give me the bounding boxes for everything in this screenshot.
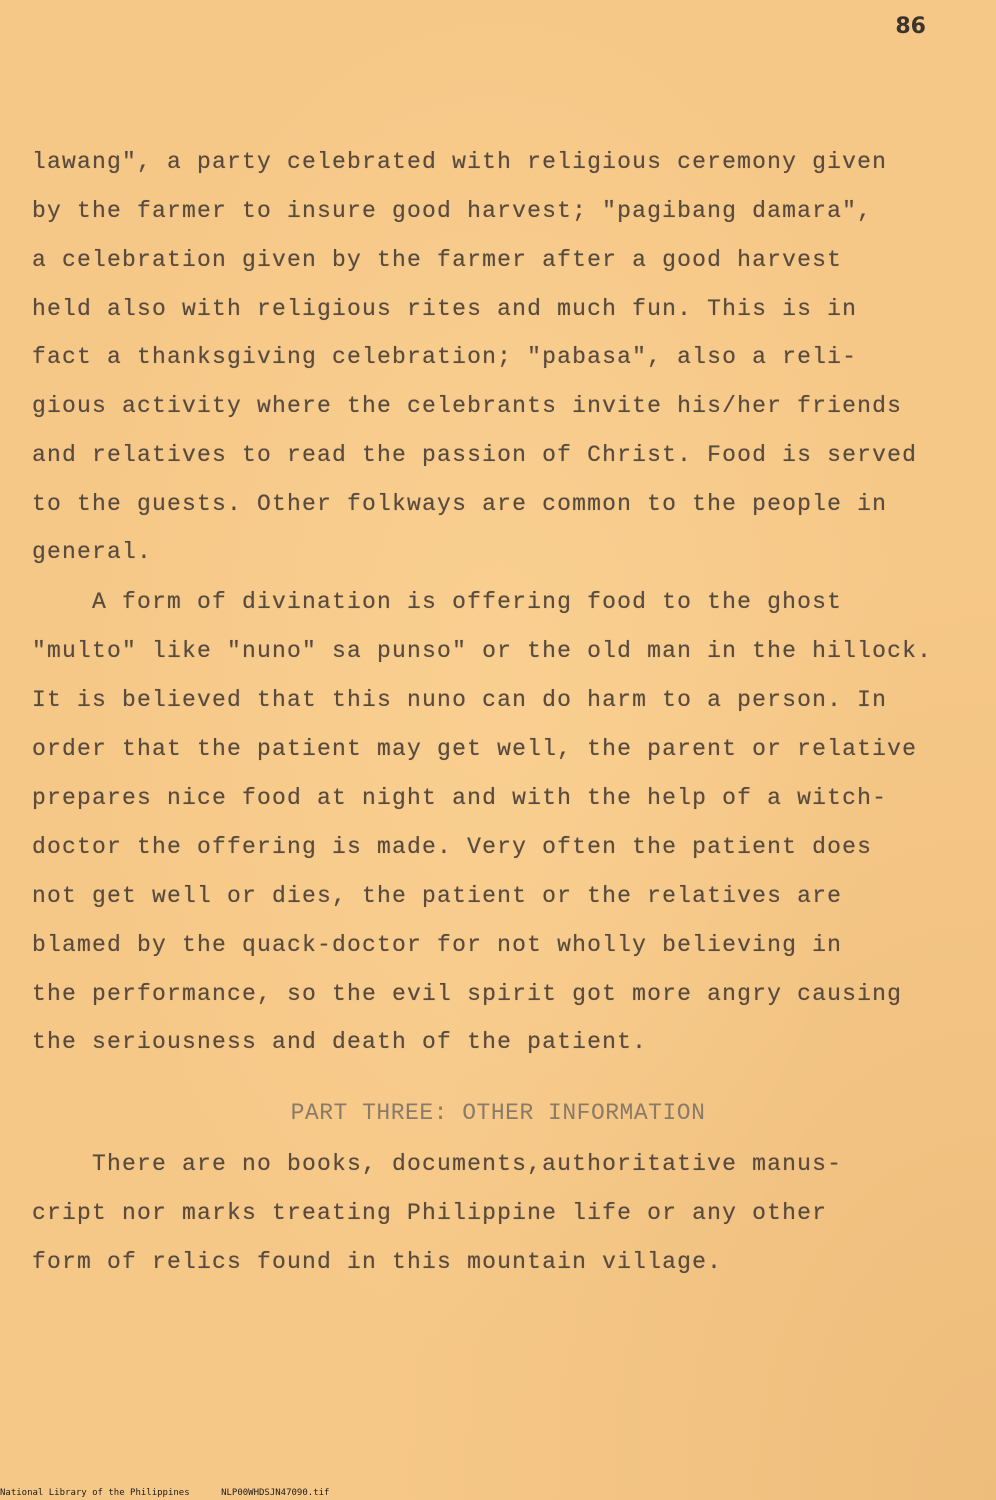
text-line: held also with religious rites and much fun. This is in: [32, 296, 858, 322]
footer-library: National Library of the Philippines: [0, 1488, 190, 1498]
text-line: the seriousness and death of the patient.: [32, 1029, 648, 1055]
text-line: It is believed that this nuno can do harm to a person. In: [32, 687, 888, 713]
text-line: A form of divination is offering food to the ghost: [32, 589, 843, 615]
text-line: blamed by the quack-doctor for not wholly believing in: [32, 932, 843, 958]
text-line: not get well or dies, the patient or the relatives are: [32, 883, 843, 909]
text-line: and relatives to read the passion of Christ. Food is served: [32, 442, 918, 468]
text-line: general.: [32, 539, 153, 565]
text-line: cript nor marks treating Philippine life or any other: [32, 1200, 828, 1226]
text-line: gious activity where the celebrants invite his/her friends: [32, 393, 903, 419]
text-line: order that the patient may get well, the parent or relative: [32, 736, 918, 762]
text-line: fact a thanksgiving celebration; "pabasa", also a reli-: [32, 344, 858, 370]
page-number: 86: [895, 14, 926, 39]
footer-file-id: NLP00WHDSJN47090.tif: [221, 1488, 330, 1498]
section-heading: PART THREE: OTHER INFORMATION: [290, 1100, 706, 1126]
text-line: a celebration given by the farmer after a good harvest: [32, 247, 843, 273]
text-line: doctor the offering is made. Very often the patient does: [32, 834, 873, 860]
text-line: by the farmer to insure good harvest; "pagibang damara",: [32, 198, 873, 224]
text-line: form of relics found in this mountain village.: [32, 1249, 723, 1275]
text-line: the performance, so the evil spirit got more angry causing: [32, 981, 903, 1007]
text-line: prepares nice food at night and with the help of a witch-: [32, 785, 888, 811]
text-line: to the guests. Other folkways are common to the people in: [32, 491, 888, 517]
text-line: "multo" like "nuno" sa punso" or the old man in the hillock.: [32, 638, 933, 664]
text-line: lawang", a party celebrated with religious ceremony given: [32, 149, 888, 175]
scan-footer: [0, 1488, 355, 1498]
text-line: There are no books, documents,authoritative manus-: [32, 1151, 843, 1177]
